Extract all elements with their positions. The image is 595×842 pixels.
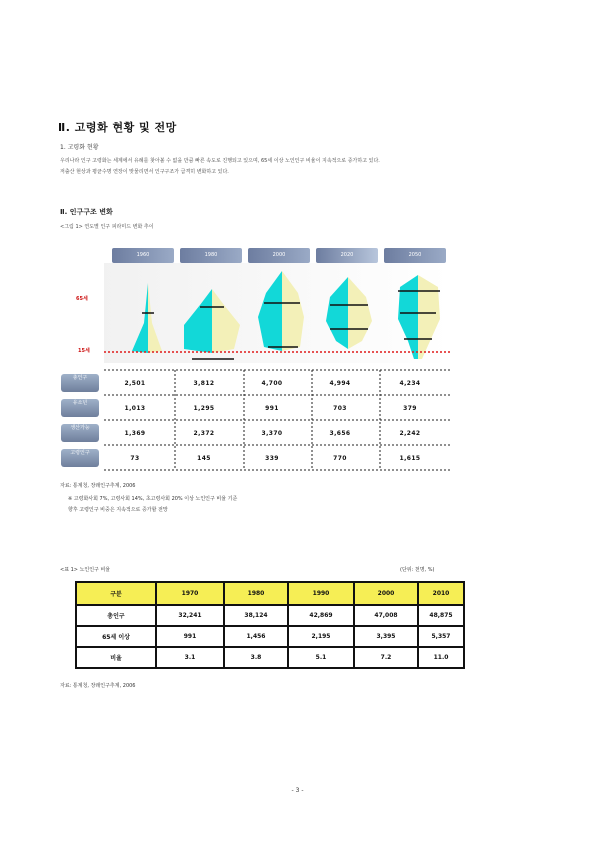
table-cell: 1,456 xyxy=(224,626,288,647)
grid-cell: 4,994 xyxy=(329,380,351,387)
grid-cell: 1,013 xyxy=(124,405,146,412)
note-line: 향후 고령인구 비중은 지속적으로 증가할 전망 xyxy=(68,507,168,513)
grid-cell: 4,234 xyxy=(399,380,421,387)
table-header-cell: 1970 xyxy=(156,582,224,605)
period-tab: 2020 xyxy=(316,248,378,263)
table-row xyxy=(76,605,464,626)
row-label-working: 생산가능 xyxy=(61,424,99,442)
grid-cell: 991 xyxy=(265,405,279,412)
period-tab: 1960 xyxy=(112,248,174,263)
population-pyramids xyxy=(104,263,450,363)
row-label-youth: 유소년 xyxy=(61,399,99,417)
table-cell: 48,875 xyxy=(418,605,464,626)
table-header-cell: 1980 xyxy=(224,582,288,605)
figure-source: 자료: 통계청, 장래인구추계, 2006 xyxy=(60,483,136,489)
table-cell: 3.1 xyxy=(156,647,224,668)
grid-cell: 3,656 xyxy=(329,430,351,437)
table-cell: 32,241 xyxy=(156,605,224,626)
table-row xyxy=(76,647,464,668)
grid-cell: 3,812 xyxy=(193,380,215,387)
table-cell: 5,357 xyxy=(418,626,464,647)
grid-cell: 2,372 xyxy=(193,430,215,437)
note-line: ※ 고령화사회 7%, 고령사회 14%, 초고령사회 20% 이상 노인인구 비율 기준 xyxy=(68,496,238,502)
table-cell: 비율 xyxy=(76,647,156,668)
figure-note xyxy=(68,494,237,516)
period-tab: 2050 xyxy=(384,248,446,263)
paragraph-line: 우리나라 인구 고령화는 세계에서 유례를 찾아볼 수 없을 만큼 빠른 속도로 진행되고 있으며, 65세 이상 노인인구 비율이 지속적으로 증가하고 있다. xyxy=(60,158,380,164)
table-cell: 42,869 xyxy=(288,605,354,626)
grid-cell: 3,370 xyxy=(261,430,283,437)
table-cell: 2,195 xyxy=(288,626,354,647)
table-cell: 991 xyxy=(156,626,224,647)
table-header-cell: 2010 xyxy=(418,582,464,605)
elderly-ratio-table xyxy=(75,581,465,669)
table-cell: 11.0 xyxy=(418,647,464,668)
table-cell: 38,124 xyxy=(224,605,288,626)
table-cell: 47,008 xyxy=(354,605,418,626)
table-caption: <표 1> 노인인구 비율 xyxy=(60,567,111,573)
grid-cell: 1,295 xyxy=(193,405,215,412)
table-cell: 3,395 xyxy=(354,626,418,647)
grid-cell: 770 xyxy=(333,455,347,462)
table-cell: 7.2 xyxy=(354,647,418,668)
page-number: - 3 - xyxy=(291,787,304,794)
table-cell: 3.8 xyxy=(224,647,288,668)
table-row xyxy=(76,626,464,647)
grid-cell: 2,501 xyxy=(124,380,146,387)
table-header-row xyxy=(76,582,464,605)
table-unit: (단위: 천명, %) xyxy=(400,567,435,573)
grid-cell: 1,369 xyxy=(124,430,146,437)
paragraph-line: 저출산 현상과 평균수명 연장이 맞물리면서 인구구조가 급격히 변화하고 있다. xyxy=(60,169,229,175)
section-heading: Ⅱ. 고령화 현황 및 전망 xyxy=(58,121,177,134)
row-label-total: 총인구 xyxy=(61,374,99,392)
period-tab: 2000 xyxy=(248,248,310,263)
row-label-elderly: 고령인구 xyxy=(61,449,99,467)
table-header-cell: 1990 xyxy=(288,582,354,605)
table-cell: 65세 이상 xyxy=(76,626,156,647)
grid-cell: 73 xyxy=(130,455,140,462)
age-label-65: 65세 xyxy=(76,296,88,302)
subsection-title: 1. 고령화 현황 xyxy=(60,144,99,151)
table-cell: 5.1 xyxy=(288,647,354,668)
grid-cell: 339 xyxy=(265,455,279,462)
intro-paragraph xyxy=(60,156,530,178)
grid-cell: 2,242 xyxy=(399,430,421,437)
grid-cell: 145 xyxy=(197,455,211,462)
grid-cell: 1,615 xyxy=(399,455,421,462)
table-source: 자료: 통계청, 장래인구추계, 2006 xyxy=(60,683,136,689)
period-tab: 1980 xyxy=(180,248,242,263)
grid-cell: 379 xyxy=(403,405,417,412)
age-label-15: 15세 xyxy=(78,348,90,354)
section-title-2: Ⅱ. 인구구조 변화 xyxy=(60,208,113,216)
grid-cell: 703 xyxy=(333,405,347,412)
figure-caption: <그림 1> 연도별 인구 피라미드 변화 추이 xyxy=(60,224,154,230)
table-header-cell: 구분 xyxy=(76,582,156,605)
grid-cell: 4,700 xyxy=(261,380,283,387)
table-cell: 총인구 xyxy=(76,605,156,626)
table-header-cell: 2000 xyxy=(354,582,418,605)
